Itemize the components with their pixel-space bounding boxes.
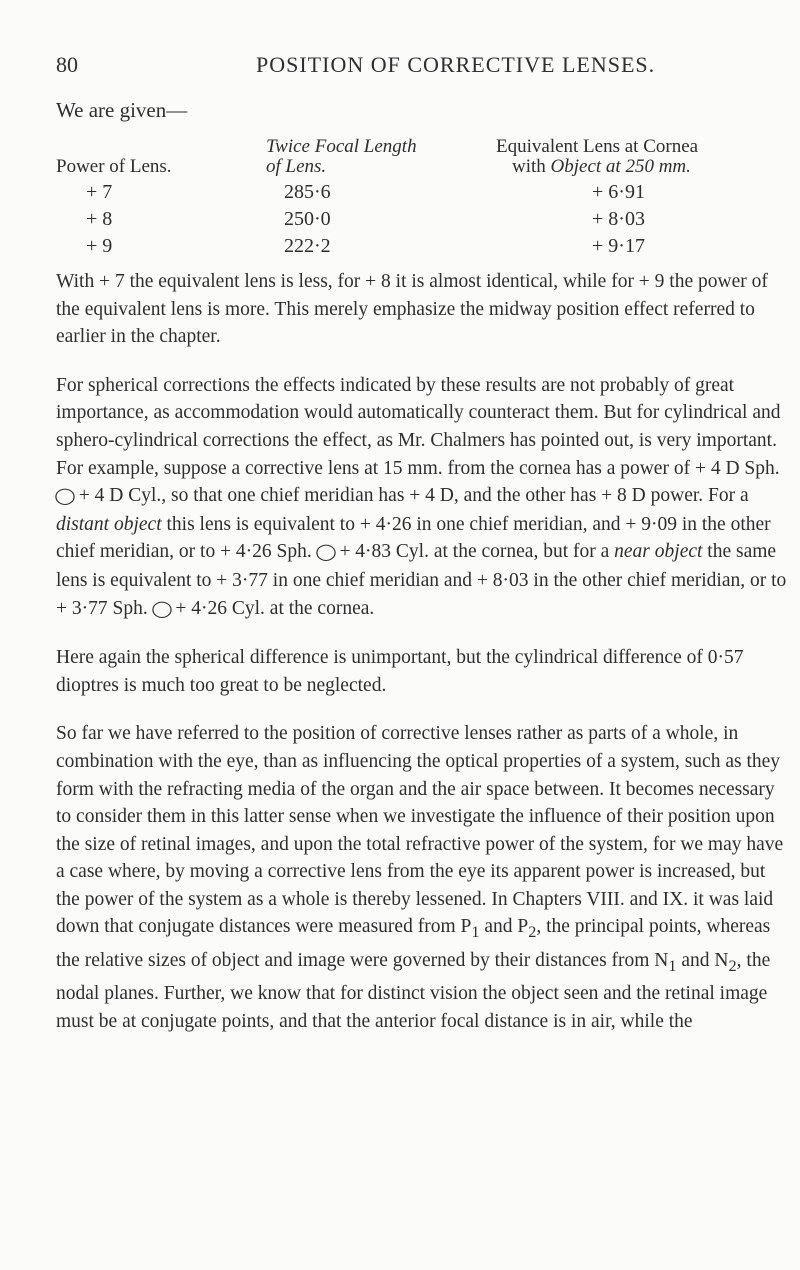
paragraph-4 [56,720,791,1035]
row2-power: + 8 [86,208,113,230]
subscript-1: 1 [668,956,677,975]
p4-part-a: So far we have referred to the position of corrective lenses rather as parts of a whole, in combination with the eye, than as influencing the optical properties of a system, such as they form with the refracting media of the organ and the air space between. It becomes necessary to consider them in this latter sense when we investigate the influence of their position upon the size of retinal images, and upon the total refractive power of the system, for we may have a case where, by moving a corrective lens from the eye its apparent power is increased, but the power of the system as a whole is thereby lessened. In Chapters VIII. and IX. it was laid down that conjugate distances were measured from P [56,723,784,938]
body-text [56,268,791,1057]
row2-twice-focal: 250·0 [284,208,331,230]
col2-header-line1: Twice Focal Length [266,136,417,157]
page-number: 80 [56,52,78,77]
col3-header-line2 [512,156,691,178]
p2-part-d: + 4·83 Cyl. at the cornea, but for a [339,541,610,563]
p2-part-a: For spherical corrections the effects indicated by these results are not probably of great importance, as accommodation would automatically counteract them. But for cylindrical and sphero-cylindrical corrections the effect, as Mr. Chalmers has pointed out, is very important. For example, suppose a corrective lens at 15 mm. from the cornea has a power of + 4 D Sph. [56,374,781,479]
col3-header-line1: Equivalent Lens at Cornea [496,136,699,157]
subscript-2: 2 [528,923,537,942]
p2-part-f: + 4·26 Cyl. at the cornea. [175,597,375,619]
row3-twice-focal: 222·2 [284,235,331,257]
col2-header-line2: of Lens. [266,156,327,177]
col3-header-prefix: with [512,156,551,177]
cylinder-symbol-icon: ◯ [150,600,173,618]
p4-part-d: and N [676,949,729,971]
row3-equivalent: + 9·17 [592,235,645,257]
subscript-1: 1 [471,923,480,942]
p2-part-e: the same lens is equivalent to + 3·77 in one chief meridian and + 8·03 in the other chief meridian, or to + 3·77 Sph. [56,541,787,619]
page-header [56,52,746,82]
p4-part-b: and P [479,916,529,938]
col3-header-italic: Object at 250 mm. [550,156,691,177]
p2-part-c: this lens is equivalent to + 4·26 in one chief meridian, and + 9·09 in the other chief meridian, or to + 4·26 Sph. [56,513,771,563]
cylinder-symbol-icon: ◯ [54,488,76,506]
paragraph-1: With + 7 the equivalent lens is less, for + 8 it is almost identical, while for + 9 the power of the equivalent lens is more. This merely emphasize the midway position effect referred to earlier in the chapter. [56,271,768,348]
p4-part-c: , the principal points, whereas the relative sizes of object and image were governed by their distances from N [56,916,771,971]
subscript-2: 2 [728,956,737,975]
row1-twice-focal: 285·6 [284,181,331,203]
row1-equivalent: + 6·91 [592,181,645,203]
p2-part-b: + 4 D Cyl., so that one chief meridian has + 4 D, and the other has + 8 D power. For a [78,485,749,507]
paragraph-2 [56,372,791,623]
running-title: POSITION OF CORRECTIVE LENSES. [256,52,656,77]
p2-distant-object: distant object [56,513,162,535]
row2-equivalent: + 8·03 [592,208,645,230]
row3-power: + 9 [86,235,113,257]
p4-part-e: , the nodal planes. Further, we know that for distinct vision the object seen and the retinal image must be at conjugate points, and that the anterior focal distance is in air, while the [56,949,771,1033]
intro-line: We are given— [56,98,188,122]
cylinder-symbol-icon: ◯ [314,544,337,562]
paragraph-3: Here again the spherical difference is unimportant, but the cylindrical difference of 0·57 dioptres is much too great to be neglected. [56,647,744,696]
p2-near-object: near object [614,541,703,563]
col1-header: Power of Lens. [56,156,172,177]
row1-power: + 7 [86,181,113,203]
